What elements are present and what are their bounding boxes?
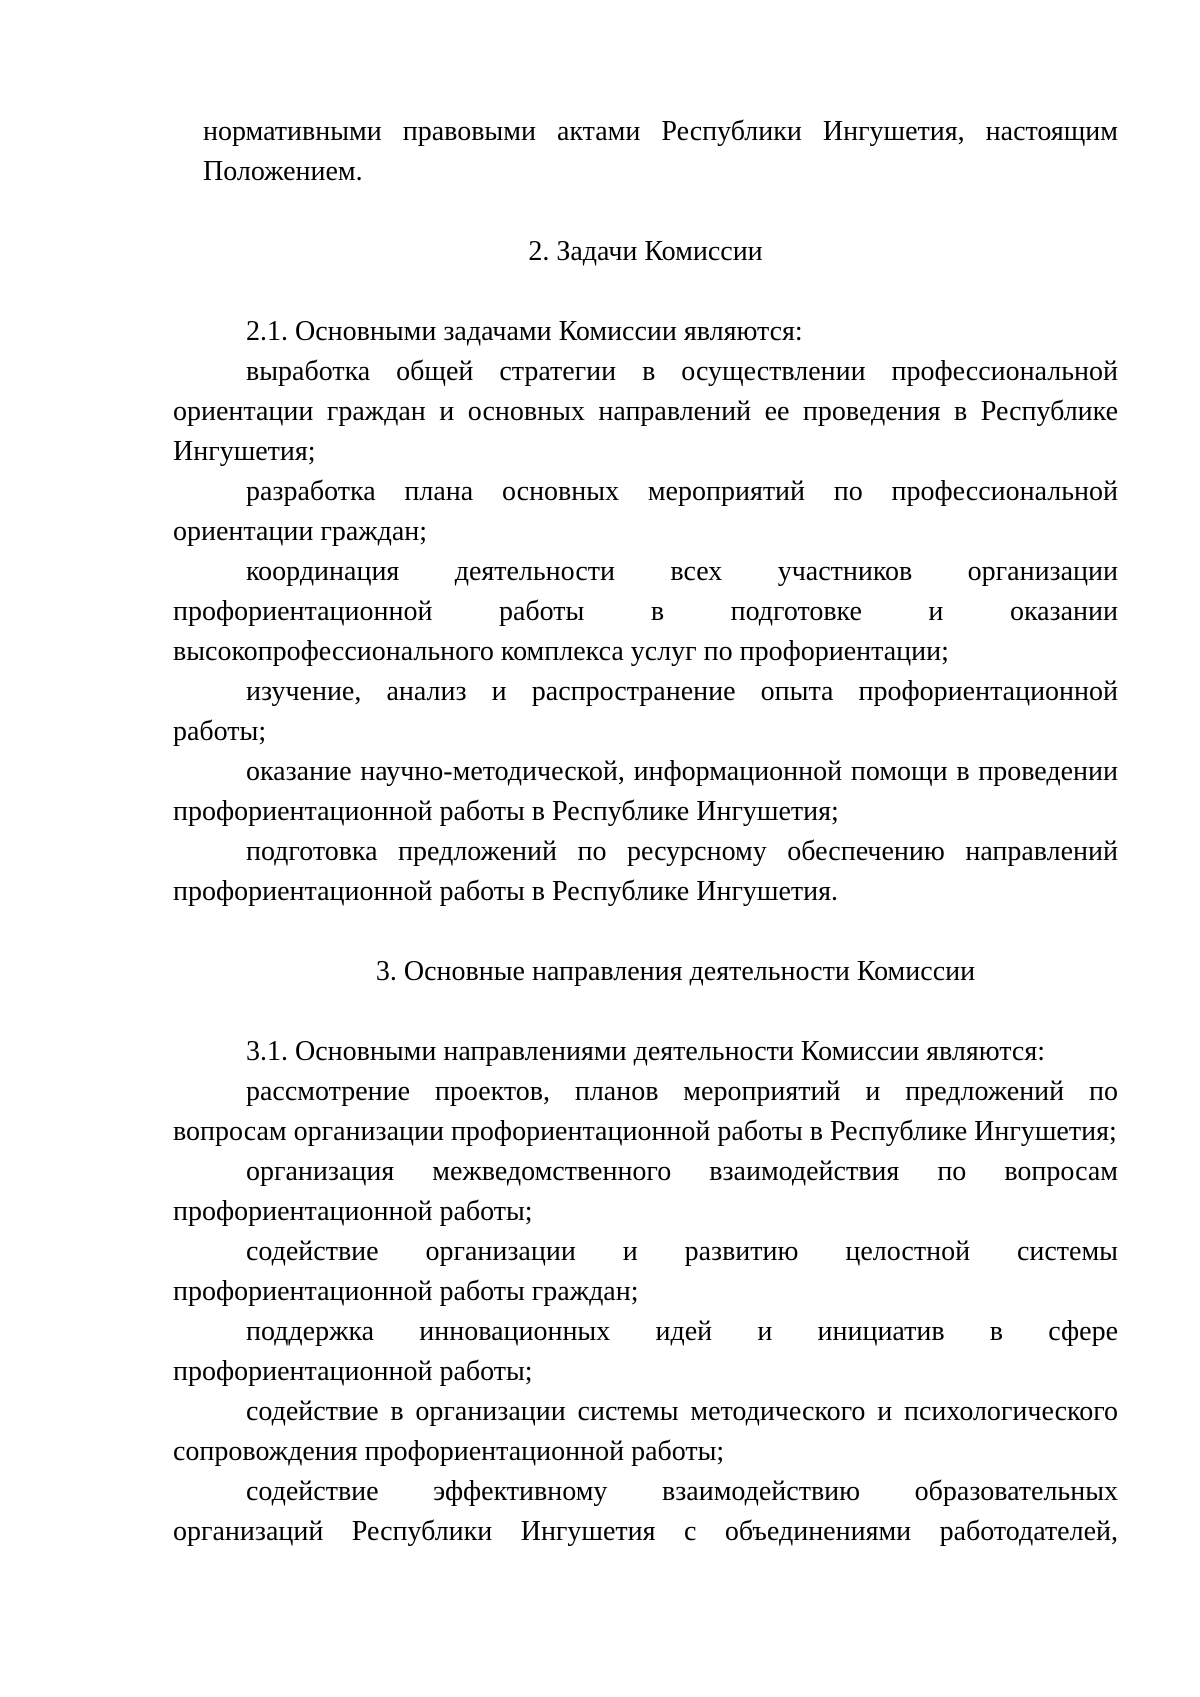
document-page <box>173 112 1118 1552</box>
list-item: содействие эффективному взаимодействию образовательных организаций Республики Ингушетия с объединениями работодателей, <box>173 1476 1118 1547</box>
section-2-heading: 2. Задачи Комиссии <box>528 236 763 267</box>
list-item: разработка плана основных мероприятий по профессиональной ориентации граждан; <box>173 476 1118 547</box>
list-item: поддержка инновационных идей и инициатив в сфере профориентационной работы; <box>173 1316 1118 1387</box>
list-item: подготовка предложений по ресурсному обеспечению направлений профориентационной работы в Республике Ингушетия. <box>173 836 1118 907</box>
list-item: содействие организации и развитию целостной системы профориентационной работы граждан; <box>173 1236 1118 1307</box>
list-item: оказание научно-методической, информационной помощи в проведении профориентационной работы в Республике Ингушетия; <box>173 756 1118 827</box>
list-item: организация межведомственного взаимодействия по вопросам профориентационной работы; <box>173 1156 1118 1227</box>
section-3-heading: 3. Основные направления деятельности Комиссии <box>375 956 976 987</box>
list-item: координация деятельности всех участников организации профориентационной работы в подготовке и оказании высокопрофессионального комплекса услуг по профориентации; <box>173 556 1118 667</box>
list-item: содействие в организации системы методического и психологического сопровождения профориентационной работы; <box>173 1396 1118 1467</box>
section-2-lead: 2.1. Основными задачами Комиссии являются: <box>246 316 803 347</box>
list-item: изучение, анализ и распространение опыта профориентационной работы; <box>173 676 1118 747</box>
list-item: рассмотрение проектов, планов мероприятий и предложений по вопросам организации профориентационной работы в Республике Ингушетия; <box>173 1076 1118 1147</box>
intro-paragraph: нормативными правовыми актами Республики Ингушетия, настоящим Положением. <box>203 116 1118 187</box>
section-3-lead: 3.1. Основными направлениями деятельности Комиссии являются: <box>246 1036 1045 1067</box>
list-item: выработка общей стратегии в осуществлении профессиональной ориентации граждан и основных направлений ее проведения в Республике Ингушетия; <box>173 356 1118 467</box>
